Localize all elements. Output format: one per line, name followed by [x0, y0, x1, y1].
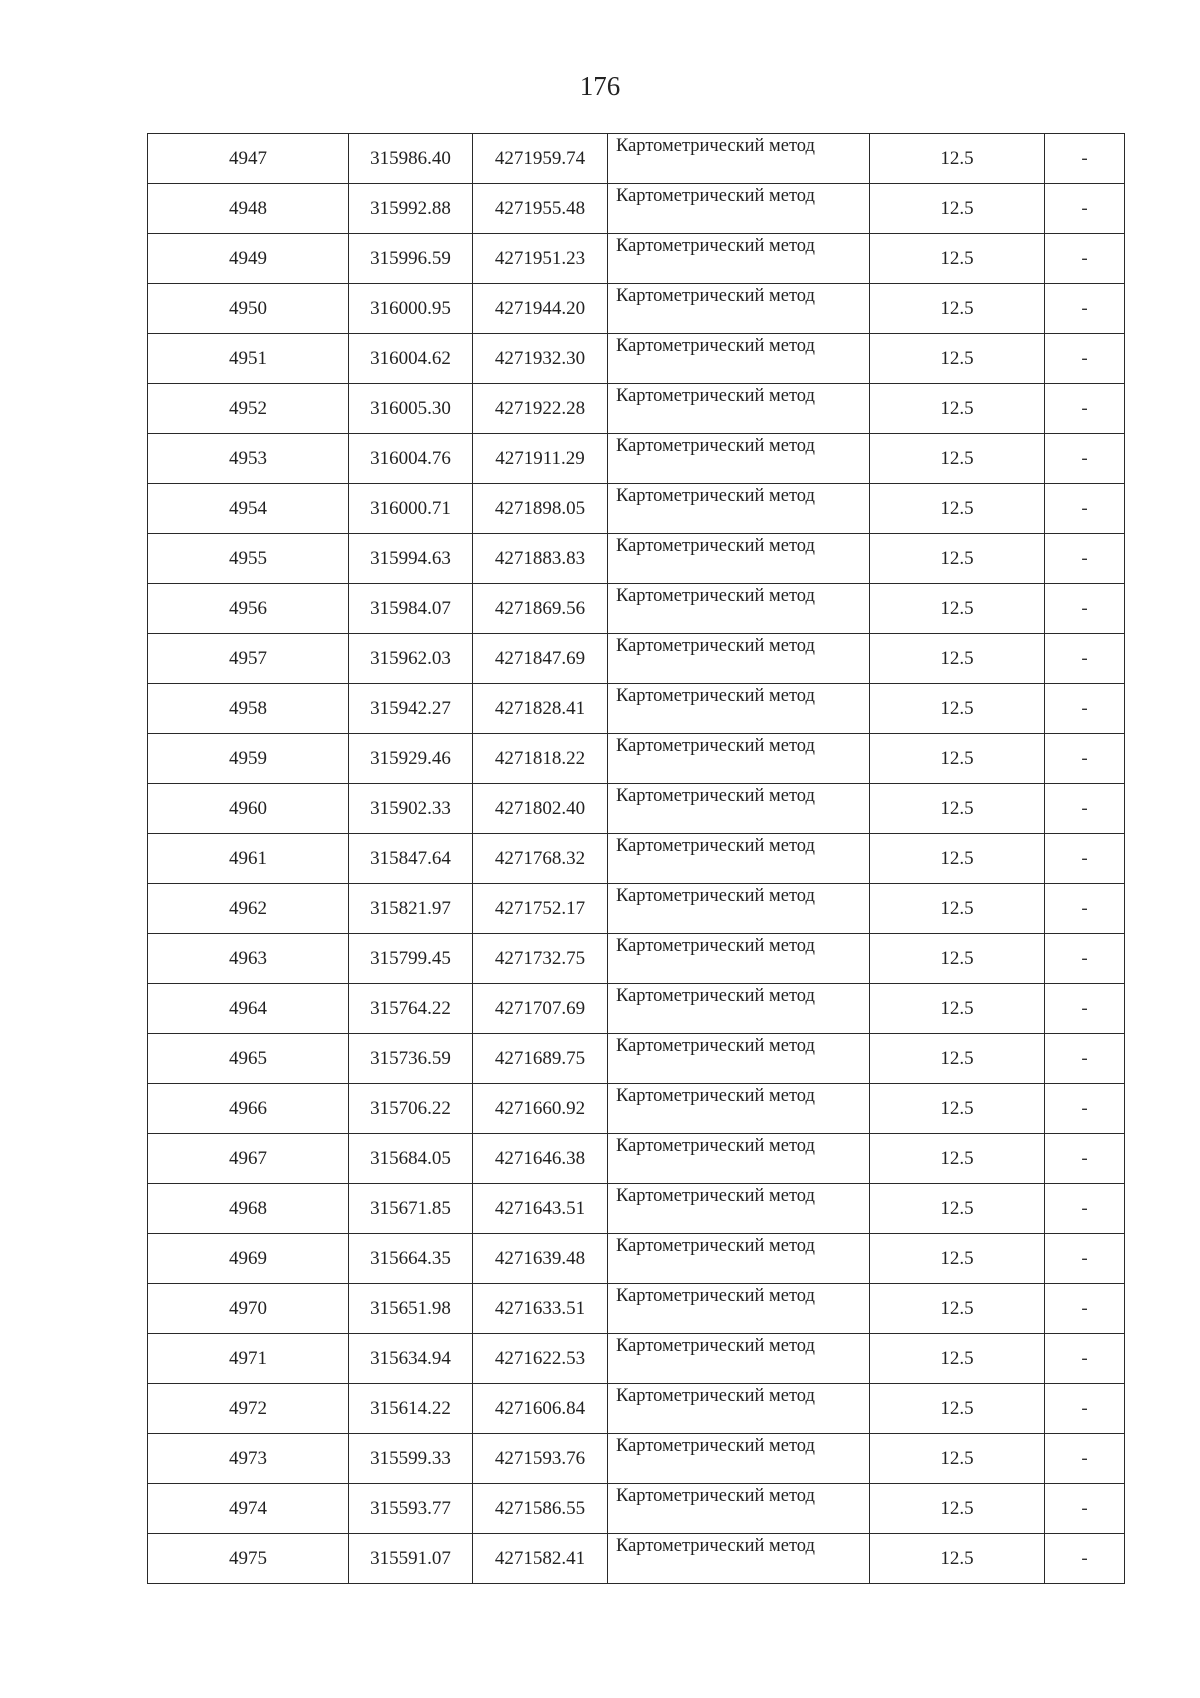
y-coordinate-cell: 4271646.38 [473, 1134, 608, 1184]
point-number-cell: 4950 [148, 284, 349, 334]
method-cell: Картометрический метод [608, 684, 870, 734]
point-number-cell: 4960 [148, 784, 349, 834]
table-row [148, 1284, 1125, 1334]
note-cell: - [1045, 534, 1125, 584]
table-row [148, 1034, 1125, 1084]
note-cell: - [1045, 384, 1125, 434]
accuracy-cell: 12.5 [870, 534, 1045, 584]
accuracy-cell: 12.5 [870, 984, 1045, 1034]
y-coordinate-cell: 4271911.29 [473, 434, 608, 484]
y-coordinate-cell: 4271932.30 [473, 334, 608, 384]
accuracy-cell: 12.5 [870, 734, 1045, 784]
x-coordinate-cell: 315984.07 [349, 584, 473, 634]
note-cell: - [1045, 184, 1125, 234]
note-cell: - [1045, 634, 1125, 684]
point-number-cell: 4962 [148, 884, 349, 934]
accuracy-cell: 12.5 [870, 284, 1045, 334]
note-cell: - [1045, 1484, 1125, 1534]
accuracy-cell: 12.5 [870, 684, 1045, 734]
method-cell: Картометрический метод [608, 284, 870, 334]
x-coordinate-cell: 315799.45 [349, 934, 473, 984]
x-coordinate-cell: 315614.22 [349, 1384, 473, 1434]
table-row [148, 134, 1125, 184]
y-coordinate-cell: 4271922.28 [473, 384, 608, 434]
y-coordinate-cell: 4271869.56 [473, 584, 608, 634]
note-cell: - [1045, 1234, 1125, 1284]
y-coordinate-cell: 4271622.53 [473, 1334, 608, 1384]
table-row [148, 984, 1125, 1034]
accuracy-cell: 12.5 [870, 334, 1045, 384]
x-coordinate-cell: 315651.98 [349, 1284, 473, 1334]
accuracy-cell: 12.5 [870, 434, 1045, 484]
point-number-cell: 4957 [148, 634, 349, 684]
note-cell: - [1045, 134, 1125, 184]
accuracy-cell: 12.5 [870, 1484, 1045, 1534]
method-cell: Картометрический метод [608, 334, 870, 384]
y-coordinate-cell: 4271847.69 [473, 634, 608, 684]
x-coordinate-cell: 315671.85 [349, 1184, 473, 1234]
y-coordinate-cell: 4271593.76 [473, 1434, 608, 1484]
method-cell: Картометрический метод [608, 1484, 870, 1534]
method-cell: Картометрический метод [608, 1084, 870, 1134]
x-coordinate-cell: 315591.07 [349, 1534, 473, 1584]
note-cell: - [1045, 1284, 1125, 1334]
note-cell: - [1045, 734, 1125, 784]
y-coordinate-cell: 4271955.48 [473, 184, 608, 234]
method-cell: Картометрический метод [608, 384, 870, 434]
method-cell: Картометрический метод [608, 984, 870, 1034]
x-coordinate-cell: 315847.64 [349, 834, 473, 884]
accuracy-cell: 12.5 [870, 1184, 1045, 1234]
method-cell: Картометрический метод [608, 1534, 870, 1584]
accuracy-cell: 12.5 [870, 1134, 1045, 1184]
method-cell: Картометрический метод [608, 634, 870, 684]
y-coordinate-cell: 4271802.40 [473, 784, 608, 834]
point-number-cell: 4948 [148, 184, 349, 234]
x-coordinate-cell: 315706.22 [349, 1084, 473, 1134]
x-coordinate-cell: 316005.30 [349, 384, 473, 434]
note-cell: - [1045, 1184, 1125, 1234]
point-number-cell: 4955 [148, 534, 349, 584]
table-row [148, 584, 1125, 634]
x-coordinate-cell: 315664.35 [349, 1234, 473, 1284]
point-number-cell: 4958 [148, 684, 349, 734]
method-cell: Картометрический метод [608, 234, 870, 284]
method-cell: Картометрический метод [608, 884, 870, 934]
note-cell: - [1045, 834, 1125, 884]
y-coordinate-cell: 4271828.41 [473, 684, 608, 734]
accuracy-cell: 12.5 [870, 1434, 1045, 1484]
point-number-cell: 4965 [148, 1034, 349, 1084]
y-coordinate-cell: 4271951.23 [473, 234, 608, 284]
point-number-cell: 4969 [148, 1234, 349, 1284]
y-coordinate-cell: 4271768.32 [473, 834, 608, 884]
accuracy-cell: 12.5 [870, 634, 1045, 684]
accuracy-cell: 12.5 [870, 1534, 1045, 1584]
table-row [148, 1334, 1125, 1384]
note-cell: - [1045, 784, 1125, 834]
method-cell: Картометрический метод [608, 1284, 870, 1334]
accuracy-cell: 12.5 [870, 1334, 1045, 1384]
method-cell: Картометрический метод [608, 784, 870, 834]
note-cell: - [1045, 1134, 1125, 1184]
note-cell: - [1045, 484, 1125, 534]
table-row [148, 384, 1125, 434]
point-number-cell: 4970 [148, 1284, 349, 1334]
accuracy-cell: 12.5 [870, 1384, 1045, 1434]
note-cell: - [1045, 984, 1125, 1034]
table-row [148, 834, 1125, 884]
x-coordinate-cell: 315986.40 [349, 134, 473, 184]
method-cell: Картометрический метод [608, 1384, 870, 1434]
accuracy-cell: 12.5 [870, 834, 1045, 884]
method-cell: Картометрический метод [608, 834, 870, 884]
point-number-cell: 4971 [148, 1334, 349, 1384]
table-row [148, 534, 1125, 584]
point-number-cell: 4951 [148, 334, 349, 384]
method-cell: Картометрический метод [608, 584, 870, 634]
table-row [148, 1234, 1125, 1284]
point-number-cell: 4968 [148, 1184, 349, 1234]
note-cell: - [1045, 284, 1125, 334]
accuracy-cell: 12.5 [870, 234, 1045, 284]
accuracy-cell: 12.5 [870, 584, 1045, 634]
point-number-cell: 4972 [148, 1384, 349, 1434]
x-coordinate-cell: 315994.63 [349, 534, 473, 584]
y-coordinate-cell: 4271582.41 [473, 1534, 608, 1584]
method-cell: Картометрический метод [608, 1034, 870, 1084]
x-coordinate-cell: 316000.95 [349, 284, 473, 334]
table-row [148, 484, 1125, 534]
y-coordinate-cell: 4271732.75 [473, 934, 608, 984]
method-cell: Картометрический метод [608, 1234, 870, 1284]
x-coordinate-cell: 315929.46 [349, 734, 473, 784]
note-cell: - [1045, 1384, 1125, 1434]
table-row [148, 1184, 1125, 1234]
table-row [148, 1484, 1125, 1534]
table-row [148, 934, 1125, 984]
x-coordinate-cell: 316000.71 [349, 484, 473, 534]
y-coordinate-cell: 4271959.74 [473, 134, 608, 184]
accuracy-cell: 12.5 [870, 1084, 1045, 1134]
y-coordinate-cell: 4271586.55 [473, 1484, 608, 1534]
table-row [148, 334, 1125, 384]
point-number-cell: 4947 [148, 134, 349, 184]
table-row [148, 734, 1125, 784]
y-coordinate-cell: 4271689.75 [473, 1034, 608, 1084]
method-cell: Картометрический метод [608, 734, 870, 784]
y-coordinate-cell: 4271606.84 [473, 1384, 608, 1434]
method-cell: Картометрический метод [608, 934, 870, 984]
point-number-cell: 4949 [148, 234, 349, 284]
note-cell: - [1045, 334, 1125, 384]
point-number-cell: 4952 [148, 384, 349, 434]
method-cell: Картометрический метод [608, 1434, 870, 1484]
x-coordinate-cell: 315996.59 [349, 234, 473, 284]
y-coordinate-cell: 4271818.22 [473, 734, 608, 784]
y-coordinate-cell: 4271898.05 [473, 484, 608, 534]
method-cell: Картометрический метод [608, 1334, 870, 1384]
accuracy-cell: 12.5 [870, 784, 1045, 834]
x-coordinate-cell: 315764.22 [349, 984, 473, 1034]
table-row [148, 1384, 1125, 1434]
method-cell: Картометрический метод [608, 1134, 870, 1184]
method-cell: Картометрический метод [608, 134, 870, 184]
point-number-cell: 4975 [148, 1534, 349, 1584]
point-number-cell: 4973 [148, 1434, 349, 1484]
y-coordinate-cell: 4271633.51 [473, 1284, 608, 1334]
method-cell: Картометрический метод [608, 484, 870, 534]
table-row [148, 234, 1125, 284]
table-row [148, 784, 1125, 834]
point-number-cell: 4959 [148, 734, 349, 784]
x-coordinate-cell: 315599.33 [349, 1434, 473, 1484]
table-row [148, 1434, 1125, 1484]
coordinates-table [147, 133, 1125, 1584]
point-number-cell: 4956 [148, 584, 349, 634]
table-row [148, 1084, 1125, 1134]
method-cell: Картометрический метод [608, 1184, 870, 1234]
y-coordinate-cell: 4271752.17 [473, 884, 608, 934]
y-coordinate-cell: 4271707.69 [473, 984, 608, 1034]
method-cell: Картометрический метод [608, 434, 870, 484]
point-number-cell: 4961 [148, 834, 349, 884]
accuracy-cell: 12.5 [870, 384, 1045, 434]
x-coordinate-cell: 315634.94 [349, 1334, 473, 1384]
table-row [148, 634, 1125, 684]
table-row [148, 184, 1125, 234]
accuracy-cell: 12.5 [870, 484, 1045, 534]
y-coordinate-cell: 4271883.83 [473, 534, 608, 584]
x-coordinate-cell: 315821.97 [349, 884, 473, 934]
table-body [148, 134, 1125, 1584]
table-row [148, 1134, 1125, 1184]
accuracy-cell: 12.5 [870, 184, 1045, 234]
point-number-cell: 4953 [148, 434, 349, 484]
x-coordinate-cell: 316004.76 [349, 434, 473, 484]
x-coordinate-cell: 315593.77 [349, 1484, 473, 1534]
x-coordinate-cell: 315736.59 [349, 1034, 473, 1084]
method-cell: Картометрический метод [608, 534, 870, 584]
note-cell: - [1045, 434, 1125, 484]
method-cell: Картометрический метод [608, 184, 870, 234]
table-row [148, 884, 1125, 934]
point-number-cell: 4963 [148, 934, 349, 984]
note-cell: - [1045, 1034, 1125, 1084]
accuracy-cell: 12.5 [870, 1284, 1045, 1334]
note-cell: - [1045, 1534, 1125, 1584]
note-cell: - [1045, 234, 1125, 284]
table-row [148, 434, 1125, 484]
note-cell: - [1045, 1434, 1125, 1484]
note-cell: - [1045, 1334, 1125, 1384]
note-cell: - [1045, 1084, 1125, 1134]
accuracy-cell: 12.5 [870, 1234, 1045, 1284]
x-coordinate-cell: 315684.05 [349, 1134, 473, 1184]
table-row [148, 684, 1125, 734]
y-coordinate-cell: 4271639.48 [473, 1234, 608, 1284]
accuracy-cell: 12.5 [870, 884, 1045, 934]
point-number-cell: 4967 [148, 1134, 349, 1184]
note-cell: - [1045, 934, 1125, 984]
note-cell: - [1045, 584, 1125, 634]
point-number-cell: 4954 [148, 484, 349, 534]
x-coordinate-cell: 315942.27 [349, 684, 473, 734]
x-coordinate-cell: 315992.88 [349, 184, 473, 234]
x-coordinate-cell: 316004.62 [349, 334, 473, 384]
note-cell: - [1045, 884, 1125, 934]
y-coordinate-cell: 4271944.20 [473, 284, 608, 334]
x-coordinate-cell: 315962.03 [349, 634, 473, 684]
y-coordinate-cell: 4271643.51 [473, 1184, 608, 1234]
accuracy-cell: 12.5 [870, 934, 1045, 984]
point-number-cell: 4966 [148, 1084, 349, 1134]
point-number-cell: 4964 [148, 984, 349, 1034]
accuracy-cell: 12.5 [870, 1034, 1045, 1084]
table-row [148, 284, 1125, 334]
accuracy-cell: 12.5 [870, 134, 1045, 184]
note-cell: - [1045, 684, 1125, 734]
page-number: 176 [579, 71, 621, 101]
point-number-cell: 4974 [148, 1484, 349, 1534]
y-coordinate-cell: 4271660.92 [473, 1084, 608, 1134]
table-row [148, 1534, 1125, 1584]
x-coordinate-cell: 315902.33 [349, 784, 473, 834]
